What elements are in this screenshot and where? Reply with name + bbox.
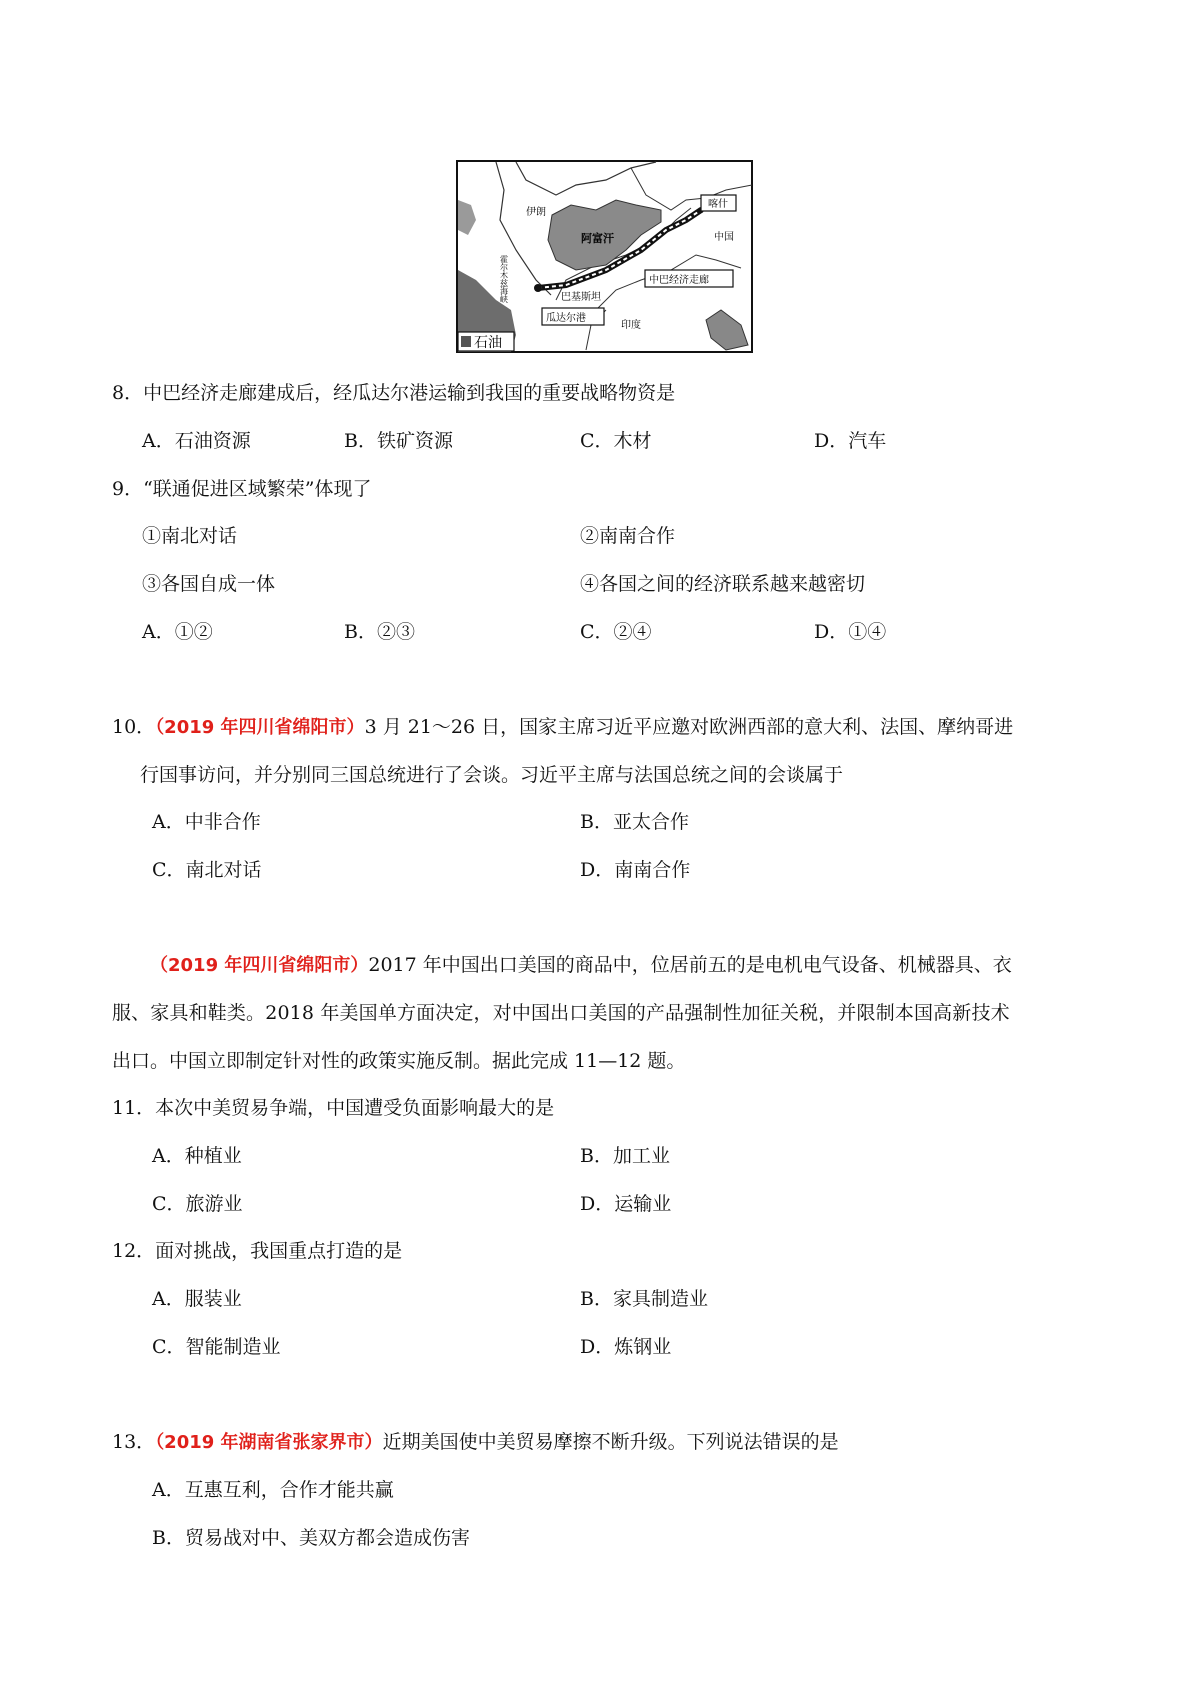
q11-option-a: A．种植业 <box>152 1145 242 1167</box>
q13-source: （2019 年湖南省张家界市） <box>155 1432 383 1453</box>
q8-option-c: C．木材 <box>580 430 652 452</box>
map-label-kashgar: 喀什 <box>708 199 728 210</box>
q10-option-d: D．南南合作 <box>580 859 691 881</box>
passage-line1 <box>150 950 1012 977</box>
q9-option-b: B．②③ <box>344 621 415 643</box>
q8-option-a: A．石油资源 <box>142 430 251 452</box>
q10-option-a: A．中非合作 <box>152 811 261 833</box>
q11-option-b: B．加工业 <box>580 1145 670 1167</box>
passage-source: （2019 年四川省绵阳市） <box>150 955 369 976</box>
q12-option-b: B．家具制造业 <box>580 1288 708 1310</box>
q9-item-2: ②南南合作 <box>580 525 676 547</box>
map-label-strait: 霍尔木兹海峡 <box>499 255 509 303</box>
q11-option-d: D．运输业 <box>580 1193 672 1215</box>
map-legend-oil: 石油 <box>474 335 502 351</box>
q9-option-d: D．①④ <box>814 621 887 643</box>
q10-option-c: C．南北对话 <box>152 859 262 881</box>
map-label-corridor: 中巴经济走廊 <box>649 275 709 286</box>
question-10-line1 <box>112 712 1013 739</box>
question-11-stem: 11．本次中美贸易争端，中国遭受负面影响最大的是 <box>112 1097 555 1119</box>
q9-item-3: ③各国自成一体 <box>142 573 276 595</box>
q13-option-b: B．贸易战对中、美双方都会造成伤害 <box>152 1527 470 1549</box>
q13-option-a: A．互惠互利，合作才能共赢 <box>152 1479 394 1501</box>
map-label-china: 中国 <box>714 232 734 243</box>
q9-option-c: C．②④ <box>580 621 652 643</box>
q12-option-d: D．炼钢业 <box>580 1336 672 1358</box>
q12-option-a: A．服装业 <box>152 1288 242 1310</box>
question-12-stem: 12．面对挑战，我国重点打造的是 <box>112 1240 403 1262</box>
q10-stem-line2: 行国事访问，并分别同三国总统进行了会谈。习近平主席与法国总统之间的会谈属于 <box>140 764 844 786</box>
map-label-gwadar: 瓜达尔港 <box>546 313 586 324</box>
q13-number: 13． <box>112 1431 156 1453</box>
corridor-map <box>456 160 753 353</box>
question-9-stem: 9．“联通促进区域繁荣”体现了 <box>112 478 372 500</box>
q8-option-d: D．汽车 <box>814 430 887 452</box>
passage-line3: 出口。中国立即制定针对性的政策实施反制。据此完成 11—12 题。 <box>112 1050 686 1072</box>
q10-source: （2019 年四川省绵阳市） <box>155 717 365 738</box>
question-8-stem: 8．中巴经济走廊建成后，经瓜达尔港运输到我国的重要战略物资是 <box>112 382 676 404</box>
q9-item-1: ①南北对话 <box>142 525 238 547</box>
q12-option-c: C．智能制造业 <box>152 1336 281 1358</box>
q10-stem-line1: 3 月 21～26 日，国家主席习近平应邀对欧洲西部的意大利、法国、摩纳哥进 <box>364 716 1014 738</box>
map-label-india: 印度 <box>621 320 641 331</box>
question-13-line <box>112 1427 839 1454</box>
q11-option-c: C．旅游业 <box>152 1193 243 1215</box>
q13-stem: 近期美国使中美贸易摩擦不断升级。下列说法错误的是 <box>382 1431 839 1453</box>
q8-option-b: B．铁矿资源 <box>344 430 453 452</box>
q9-option-a: A．①② <box>142 621 213 643</box>
q10-number: 10． <box>112 716 156 738</box>
map-label-afghanistan: 阿富汗 <box>581 232 614 245</box>
map-label-iran: 伊朗 <box>526 207 546 218</box>
passage-line1-text: 2017 年中国出口美国的商品中，位居前五的是电机电气设备、机械器具、衣 <box>368 954 1012 976</box>
map-label-pakistan: 巴基斯坦 <box>561 292 601 303</box>
q10-option-b: B．亚太合作 <box>580 811 689 833</box>
q9-item-4: ④各国之间的经济联系越来越密切 <box>580 573 866 595</box>
passage-line2: 服、家具和鞋类。2018 年美国单方面决定，对中国出口美国的产品强制性加征关税，并限制本国高新技术 <box>112 1002 1010 1024</box>
